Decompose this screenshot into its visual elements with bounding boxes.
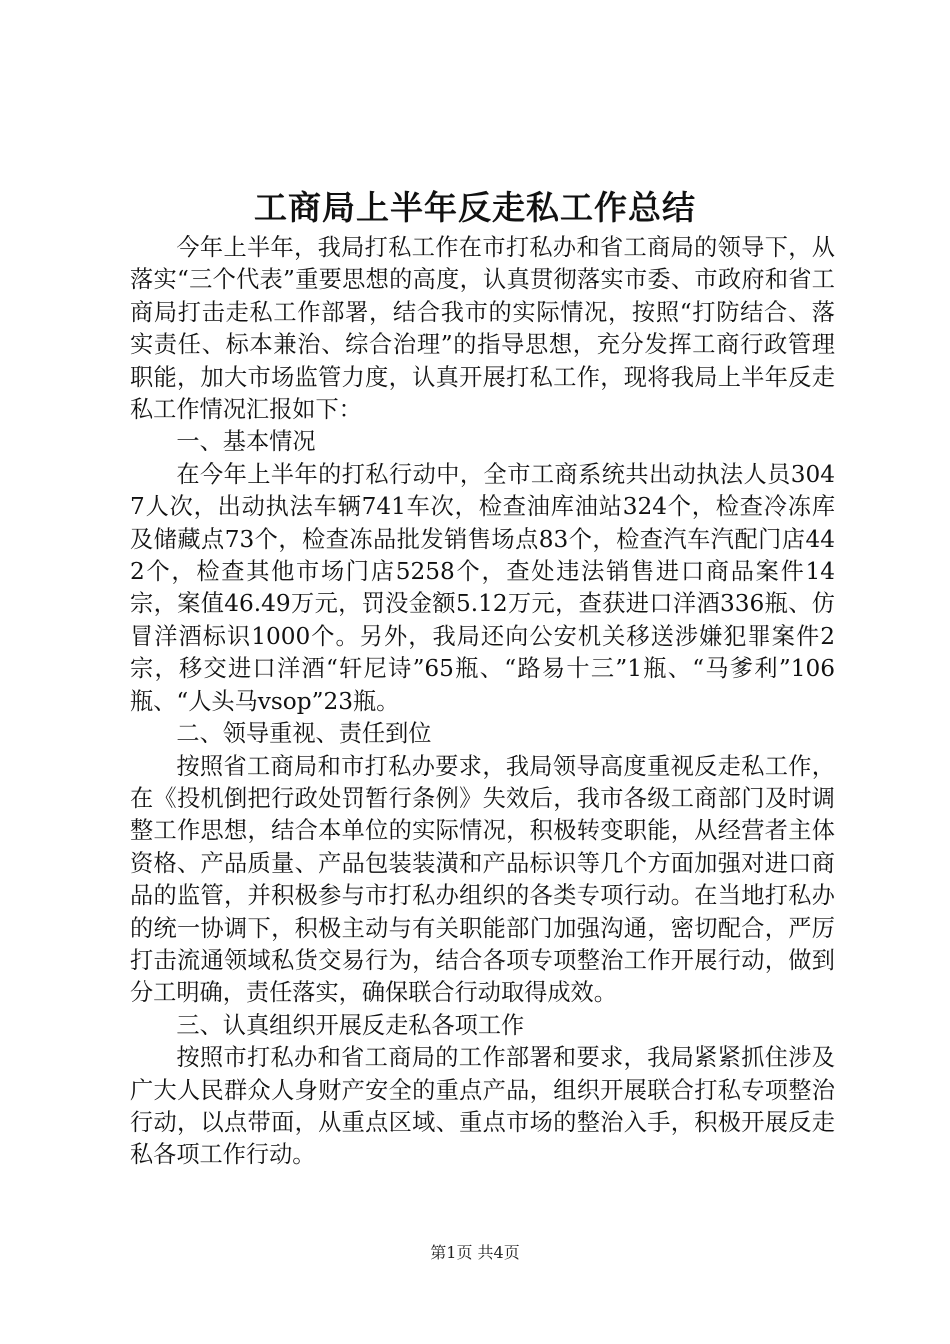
intro-paragraph: 今年上半年，我局打私工作在市打私办和省工商局的领导下，从落实“三个代表”重要思想的高度，认真贯彻落实市委、市政府和省工商局打击走私工作部署，结合我市的实际情况，按照“打防结合、落实责任、标本兼治、综合治理”的指导思想，充分发挥工商行政管理职能，加大市场监管力度，认真开展打私工作，现将我局上半年反走私工作情况汇报如下： xyxy=(130,234,835,424)
section-heading-anti-smuggling-work: 三、认真组织开展反走私各项工作 xyxy=(176,1011,525,1039)
section-heading-leadership: 二、领导重视、责任到位 xyxy=(176,720,432,748)
page-number-footer: 第1页 共4页 xyxy=(430,1243,520,1262)
basic-situation-paragraph: 在今年上半年的打私行动中，全市工商系统共出动执法人员3047人次，出动执法车辆741车次，检查油库油站324个，检查冷冻库及储藏点73个，检查冻品批发销售场点83个，检查汽车汽配门店442个，检查其他市场门店5258个，查处违法销售进口商品案件14宗，案值46.49万元，罚没金额5.12万元，查获进口洋酒336瓶、仿冒洋酒标识1000个。另外，我局还向公安机关移送涉嫌犯罪案件2宗，移交进口洋酒“轩尼诗”65瓶、“路易十三”1瓶、“马爹利”106瓶、“人头马vsop”23瓶。 xyxy=(130,460,835,715)
document-body xyxy=(130,232,835,1172)
leadership-paragraph: 按照省工商局和市打私办要求，我局领导高度重视反走私工作，在《投机倒把行政处罚暂行条例》失效后，我市各级工商部门及时调整工作思想，结合本单位的实际情况，积极转变职能，从经营者主体资格、产品质量、产品包装装潢和产品标识等几个方面加强对进口商品的监管，并积极参与市打私办组织的各类专项行动。在当地打私办的统一协调下，积极主动与有关职能部门加强沟通，密切配合，严厉打击流通领域私货交易行为，结合各项专项整治工作开展行动，做到分工明确，责任落实，确保联合行动取得成效。 xyxy=(130,752,835,1007)
anti-smuggling-work-paragraph: 按照市打私办和省工商局的工作部署和要求，我局紧紧抓住涉及广大人民群众人身财产安全的重点产品，组织开展联合打私专项整治行动，以点带面，从重点区域、重点市场的整治入手，积极开展反走私各项工作行动。 xyxy=(130,1044,835,1169)
section-heading-basic-situation: 一、基本情况 xyxy=(176,428,316,456)
document-title: 工商局上半年反走私工作总结 xyxy=(254,188,696,227)
